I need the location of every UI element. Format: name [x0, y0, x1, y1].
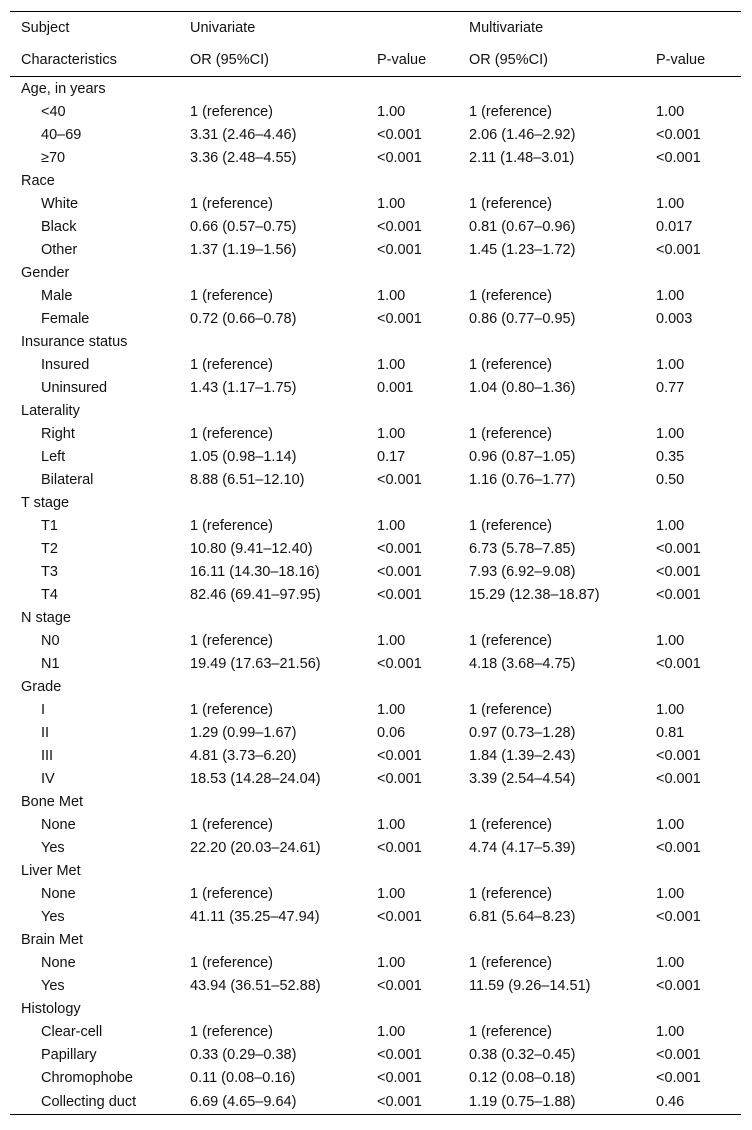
group-header-row	[10, 675, 741, 698]
table-row	[10, 629, 741, 652]
or-multivariate: 1 (reference)	[469, 1023, 553, 1040]
row-label: III	[41, 747, 54, 764]
p-univariate: <0.001	[377, 747, 422, 764]
p-multivariate: 1.00	[656, 885, 685, 902]
group-header-row	[10, 330, 741, 353]
table-row	[10, 238, 741, 261]
header-univariate: Univariate	[182, 12, 461, 45]
or-multivariate: 1 (reference)	[469, 195, 553, 212]
or-univariate: 0.11 (0.08–0.16)	[190, 1069, 296, 1086]
p-univariate: 1.00	[377, 701, 406, 718]
p-multivariate: 0.35	[656, 448, 685, 465]
group-label: Race	[21, 172, 55, 189]
row-label: Chromophobe	[41, 1069, 133, 1086]
p-univariate: <0.001	[369, 1089, 461, 1115]
p-multivariate: 1.00	[656, 103, 685, 120]
table-row	[10, 100, 741, 123]
group-label: Brain Met	[21, 931, 84, 948]
row-label: Insured	[41, 356, 90, 373]
table-row	[10, 353, 741, 376]
or-multivariate: 1.84 (1.39–2.43)	[469, 747, 576, 764]
table-row	[10, 974, 741, 997]
p-univariate: 0.001	[377, 379, 414, 396]
p-univariate: 1.00	[377, 425, 406, 442]
header-row-2	[10, 44, 741, 77]
p-multivariate: 0.50	[656, 471, 685, 488]
p-multivariate: 1.00	[656, 425, 685, 442]
p-univariate: <0.001	[377, 770, 422, 787]
or-univariate: 1 (reference)	[190, 816, 274, 833]
table-row	[10, 422, 741, 445]
or-multivariate: 11.59 (9.26–14.51)	[469, 977, 591, 994]
or-multivariate: 0.96 (0.87–1.05)	[469, 448, 576, 465]
row-label: Yes	[41, 839, 65, 856]
header-multivariate: Multivariate	[461, 12, 741, 45]
table-row	[10, 537, 741, 560]
table-row	[10, 560, 741, 583]
p-univariate: 1.00	[377, 517, 406, 534]
row-label: Papillary	[41, 1046, 97, 1063]
p-multivariate: <0.001	[656, 770, 701, 787]
p-univariate: <0.001	[377, 586, 422, 603]
table-row	[10, 514, 741, 537]
p-univariate: 1.00	[377, 816, 406, 833]
row-label: Male	[41, 287, 73, 304]
group-label: Histology	[21, 1000, 81, 1017]
p-multivariate: <0.001	[656, 126, 701, 143]
or-multivariate: 1 (reference)	[469, 885, 553, 902]
row-label: None	[41, 885, 76, 902]
header-subject: Subject	[10, 12, 182, 45]
group-header-row	[10, 399, 741, 422]
p-univariate: <0.001	[377, 241, 422, 258]
or-univariate: 1.05 (0.98–1.14)	[190, 448, 297, 465]
group-header-row	[10, 77, 741, 101]
or-multivariate: 1.16 (0.76–1.77)	[469, 471, 576, 488]
table-row	[10, 123, 741, 146]
p-multivariate: 1.00	[656, 816, 685, 833]
row-label: N1	[41, 655, 60, 672]
group-label: Gender	[21, 264, 70, 281]
row-label: None	[41, 816, 76, 833]
row-label: Other	[41, 241, 78, 258]
p-univariate: <0.001	[377, 126, 422, 143]
or-univariate: 1 (reference)	[190, 195, 274, 212]
row-label: Left	[41, 448, 66, 465]
group-header-row	[10, 790, 741, 813]
row-label: T1	[41, 517, 58, 534]
p-multivariate: 0.77	[656, 379, 685, 396]
row-label: I	[41, 701, 46, 718]
or-univariate: 1 (reference)	[190, 287, 274, 304]
table-row	[10, 284, 741, 307]
row-label: White	[41, 195, 79, 212]
or-multivariate: 6.81 (5.64–8.23)	[469, 908, 576, 925]
or-multivariate: 1.04 (0.80–1.36)	[469, 379, 576, 396]
table-row	[10, 652, 741, 675]
row-label: None	[41, 954, 76, 971]
row-label: ≥70	[41, 149, 66, 166]
row-label: Right	[41, 425, 75, 442]
table-row	[10, 146, 741, 169]
or-multivariate: 1.19 (0.75–1.88)	[461, 1089, 648, 1115]
row-label: Uninsured	[41, 379, 108, 396]
or-multivariate: 7.93 (6.92–9.08)	[469, 563, 576, 580]
group-label: Age, in years	[21, 80, 106, 97]
or-multivariate: 1 (reference)	[469, 517, 553, 534]
table-row	[10, 583, 741, 606]
p-multivariate: 0.81	[656, 724, 685, 741]
or-multivariate: 0.38 (0.32–0.45)	[469, 1046, 576, 1063]
p-univariate: 1.00	[377, 632, 406, 649]
or-univariate: 1.37 (1.19–1.56)	[190, 241, 297, 258]
row-label: Collecting duct	[10, 1089, 182, 1115]
p-multivariate: 1.00	[656, 954, 685, 971]
table-row	[10, 882, 741, 905]
or-multivariate: 1 (reference)	[469, 287, 553, 304]
or-multivariate: 4.18 (3.68–4.75)	[469, 655, 576, 672]
p-multivariate: 1.00	[656, 632, 685, 649]
or-univariate: 10.80 (9.41–12.40)	[190, 540, 313, 557]
table-row	[10, 215, 741, 238]
group-label: N stage	[21, 609, 71, 626]
or-univariate: 1 (reference)	[190, 103, 274, 120]
p-univariate: <0.001	[377, 1046, 422, 1063]
group-header-row	[10, 491, 741, 514]
or-univariate: 3.31 (2.46–4.46)	[190, 126, 297, 143]
table-row	[10, 905, 741, 928]
p-multivariate: <0.001	[656, 1046, 701, 1063]
table-row	[10, 767, 741, 790]
or-univariate: 0.33 (0.29–0.38)	[190, 1046, 297, 1063]
or-multivariate: 1 (reference)	[469, 816, 553, 833]
table-row	[10, 445, 741, 468]
or-multivariate: 0.86 (0.77–0.95)	[469, 310, 576, 327]
row-label: N0	[41, 632, 60, 649]
or-multivariate: 1 (reference)	[469, 701, 553, 718]
or-univariate: 19.49 (17.63–21.56)	[190, 655, 321, 672]
row-label: II	[41, 724, 50, 741]
or-univariate: 3.36 (2.48–4.55)	[190, 149, 297, 166]
header-p-multivariate: P-value	[648, 44, 741, 77]
row-label: Yes	[41, 908, 65, 925]
group-header-row	[10, 261, 741, 284]
table-row	[10, 836, 741, 859]
p-univariate: 1.00	[377, 195, 406, 212]
p-multivariate: <0.001	[656, 1069, 701, 1086]
p-univariate: <0.001	[377, 977, 422, 994]
p-multivariate: 1.00	[656, 517, 685, 534]
table-row	[10, 813, 741, 836]
table-row	[10, 307, 741, 330]
p-multivariate: 1.00	[656, 1023, 685, 1040]
p-univariate: <0.001	[377, 1069, 422, 1086]
table-row	[10, 698, 741, 721]
row-label: 40–69	[41, 126, 82, 143]
row-label: Yes	[41, 977, 65, 994]
group-header-row	[10, 859, 741, 882]
or-multivariate: 6.73 (5.78–7.85)	[469, 540, 576, 557]
table-row	[10, 1066, 741, 1089]
header-or-univariate: OR (95%CI)	[182, 44, 369, 77]
p-multivariate: <0.001	[656, 747, 701, 764]
or-multivariate: 1.45 (1.23–1.72)	[469, 241, 576, 258]
header-or-multivariate: OR (95%CI)	[461, 44, 648, 77]
table-row	[10, 1043, 741, 1066]
row-label: Clear-cell	[41, 1023, 103, 1040]
or-univariate: 22.20 (20.03–24.61)	[190, 839, 321, 856]
table-row	[10, 376, 741, 399]
group-label: Insurance status	[21, 333, 128, 350]
or-univariate: 8.88 (6.51–12.10)	[190, 471, 305, 488]
row-label: T4	[41, 586, 58, 603]
or-univariate: 43.94 (36.51–52.88)	[190, 977, 321, 994]
table-row	[10, 744, 741, 767]
row-label: Female	[41, 310, 90, 327]
or-univariate: 4.81 (3.73–6.20)	[190, 747, 297, 764]
p-multivariate: 0.003	[656, 310, 693, 327]
group-label: Liver Met	[21, 862, 81, 879]
p-multivariate: <0.001	[656, 149, 701, 166]
table-row	[10, 468, 741, 491]
group-label: Bone Met	[21, 793, 84, 810]
table-row	[10, 1020, 741, 1043]
or-univariate: 1 (reference)	[190, 885, 274, 902]
p-univariate: <0.001	[377, 655, 422, 672]
p-univariate: <0.001	[377, 471, 422, 488]
or-univariate: 1 (reference)	[190, 954, 274, 971]
or-multivariate: 0.81 (0.67–0.96)	[469, 218, 576, 235]
p-univariate: <0.001	[377, 149, 422, 166]
or-multivariate: 2.11 (1.48–3.01)	[469, 149, 575, 166]
header-characteristics: Characteristics	[10, 44, 182, 77]
p-univariate: <0.001	[377, 563, 422, 580]
table-row	[10, 192, 741, 215]
group-label: Laterality	[21, 402, 80, 419]
or-univariate: 18.53 (14.28–24.04)	[190, 770, 321, 787]
p-univariate: 1.00	[377, 287, 406, 304]
p-multivariate: <0.001	[656, 586, 701, 603]
or-multivariate: 0.12 (0.08–0.18)	[469, 1069, 576, 1086]
p-multivariate: 1.00	[656, 701, 685, 718]
row-label: IV	[41, 770, 55, 787]
p-multivariate: <0.001	[656, 540, 701, 557]
p-univariate: 1.00	[377, 885, 406, 902]
p-multivariate: <0.001	[656, 977, 701, 994]
p-univariate: 0.06	[377, 724, 406, 741]
p-univariate: 1.00	[377, 103, 406, 120]
or-univariate: 1.43 (1.17–1.75)	[190, 379, 297, 396]
or-univariate: 6.69 (4.65–9.64)	[182, 1089, 369, 1115]
p-multivariate: 1.00	[656, 195, 685, 212]
or-univariate: 1 (reference)	[190, 425, 274, 442]
or-multivariate: 15.29 (12.38–18.87)	[469, 586, 600, 603]
p-univariate: <0.001	[377, 908, 422, 925]
header-row-1	[10, 12, 741, 45]
row-label: T2	[41, 540, 58, 557]
or-multivariate: 1 (reference)	[469, 356, 553, 373]
p-univariate: <0.001	[377, 218, 422, 235]
table-row	[10, 951, 741, 974]
group-header-row	[10, 997, 741, 1020]
or-univariate: 41.11 (35.25–47.94)	[190, 908, 320, 925]
p-multivariate: <0.001	[656, 908, 701, 925]
p-univariate: <0.001	[377, 540, 422, 557]
row-label: T3	[41, 563, 58, 580]
or-univariate: 1.29 (0.99–1.67)	[190, 724, 297, 741]
or-univariate: 1 (reference)	[190, 356, 274, 373]
table-row	[10, 1089, 741, 1115]
group-header-row	[10, 606, 741, 629]
p-multivariate: <0.001	[656, 563, 701, 580]
p-univariate: 1.00	[377, 954, 406, 971]
table-row	[10, 721, 741, 744]
or-multivariate: 1 (reference)	[469, 954, 553, 971]
p-multivariate: 1.00	[656, 287, 685, 304]
p-multivariate: <0.001	[656, 839, 701, 856]
p-univariate: 1.00	[377, 356, 406, 373]
or-multivariate: 1 (reference)	[469, 632, 553, 649]
p-multivariate: 1.00	[656, 356, 685, 373]
table-body	[10, 77, 741, 1115]
p-univariate: <0.001	[377, 310, 422, 327]
or-multivariate: 3.39 (2.54–4.54)	[469, 770, 576, 787]
or-univariate: 16.11 (14.30–18.16)	[190, 563, 320, 580]
group-header-row	[10, 928, 741, 951]
p-univariate: <0.001	[377, 839, 422, 856]
p-univariate: 1.00	[377, 1023, 406, 1040]
or-univariate: 0.66 (0.57–0.75)	[190, 218, 297, 235]
row-label: Bilateral	[41, 471, 94, 488]
header-p-univariate: P-value	[369, 44, 461, 77]
odds-ratio-table	[10, 11, 741, 1115]
p-univariate: 0.17	[377, 448, 406, 465]
row-label: Black	[41, 218, 77, 235]
group-label: Grade	[21, 678, 62, 695]
p-multivariate: <0.001	[656, 241, 701, 258]
or-multivariate: 1 (reference)	[469, 425, 553, 442]
or-univariate: 82.46 (69.41–97.95)	[190, 586, 321, 603]
p-multivariate: <0.001	[656, 655, 701, 672]
group-label: T stage	[21, 494, 70, 511]
p-multivariate: 0.46	[648, 1089, 741, 1115]
or-univariate: 0.72 (0.66–0.78)	[190, 310, 297, 327]
or-univariate: 1 (reference)	[190, 517, 274, 534]
or-univariate: 1 (reference)	[190, 701, 274, 718]
row-label: <40	[41, 103, 66, 120]
or-multivariate: 1 (reference)	[469, 103, 553, 120]
p-multivariate: 0.017	[656, 218, 693, 235]
or-univariate: 1 (reference)	[190, 632, 274, 649]
group-header-row	[10, 169, 741, 192]
or-multivariate: 4.74 (4.17–5.39)	[469, 839, 576, 856]
or-multivariate: 0.97 (0.73–1.28)	[469, 724, 576, 741]
or-multivariate: 2.06 (1.46–2.92)	[469, 126, 576, 143]
or-univariate: 1 (reference)	[190, 1023, 274, 1040]
